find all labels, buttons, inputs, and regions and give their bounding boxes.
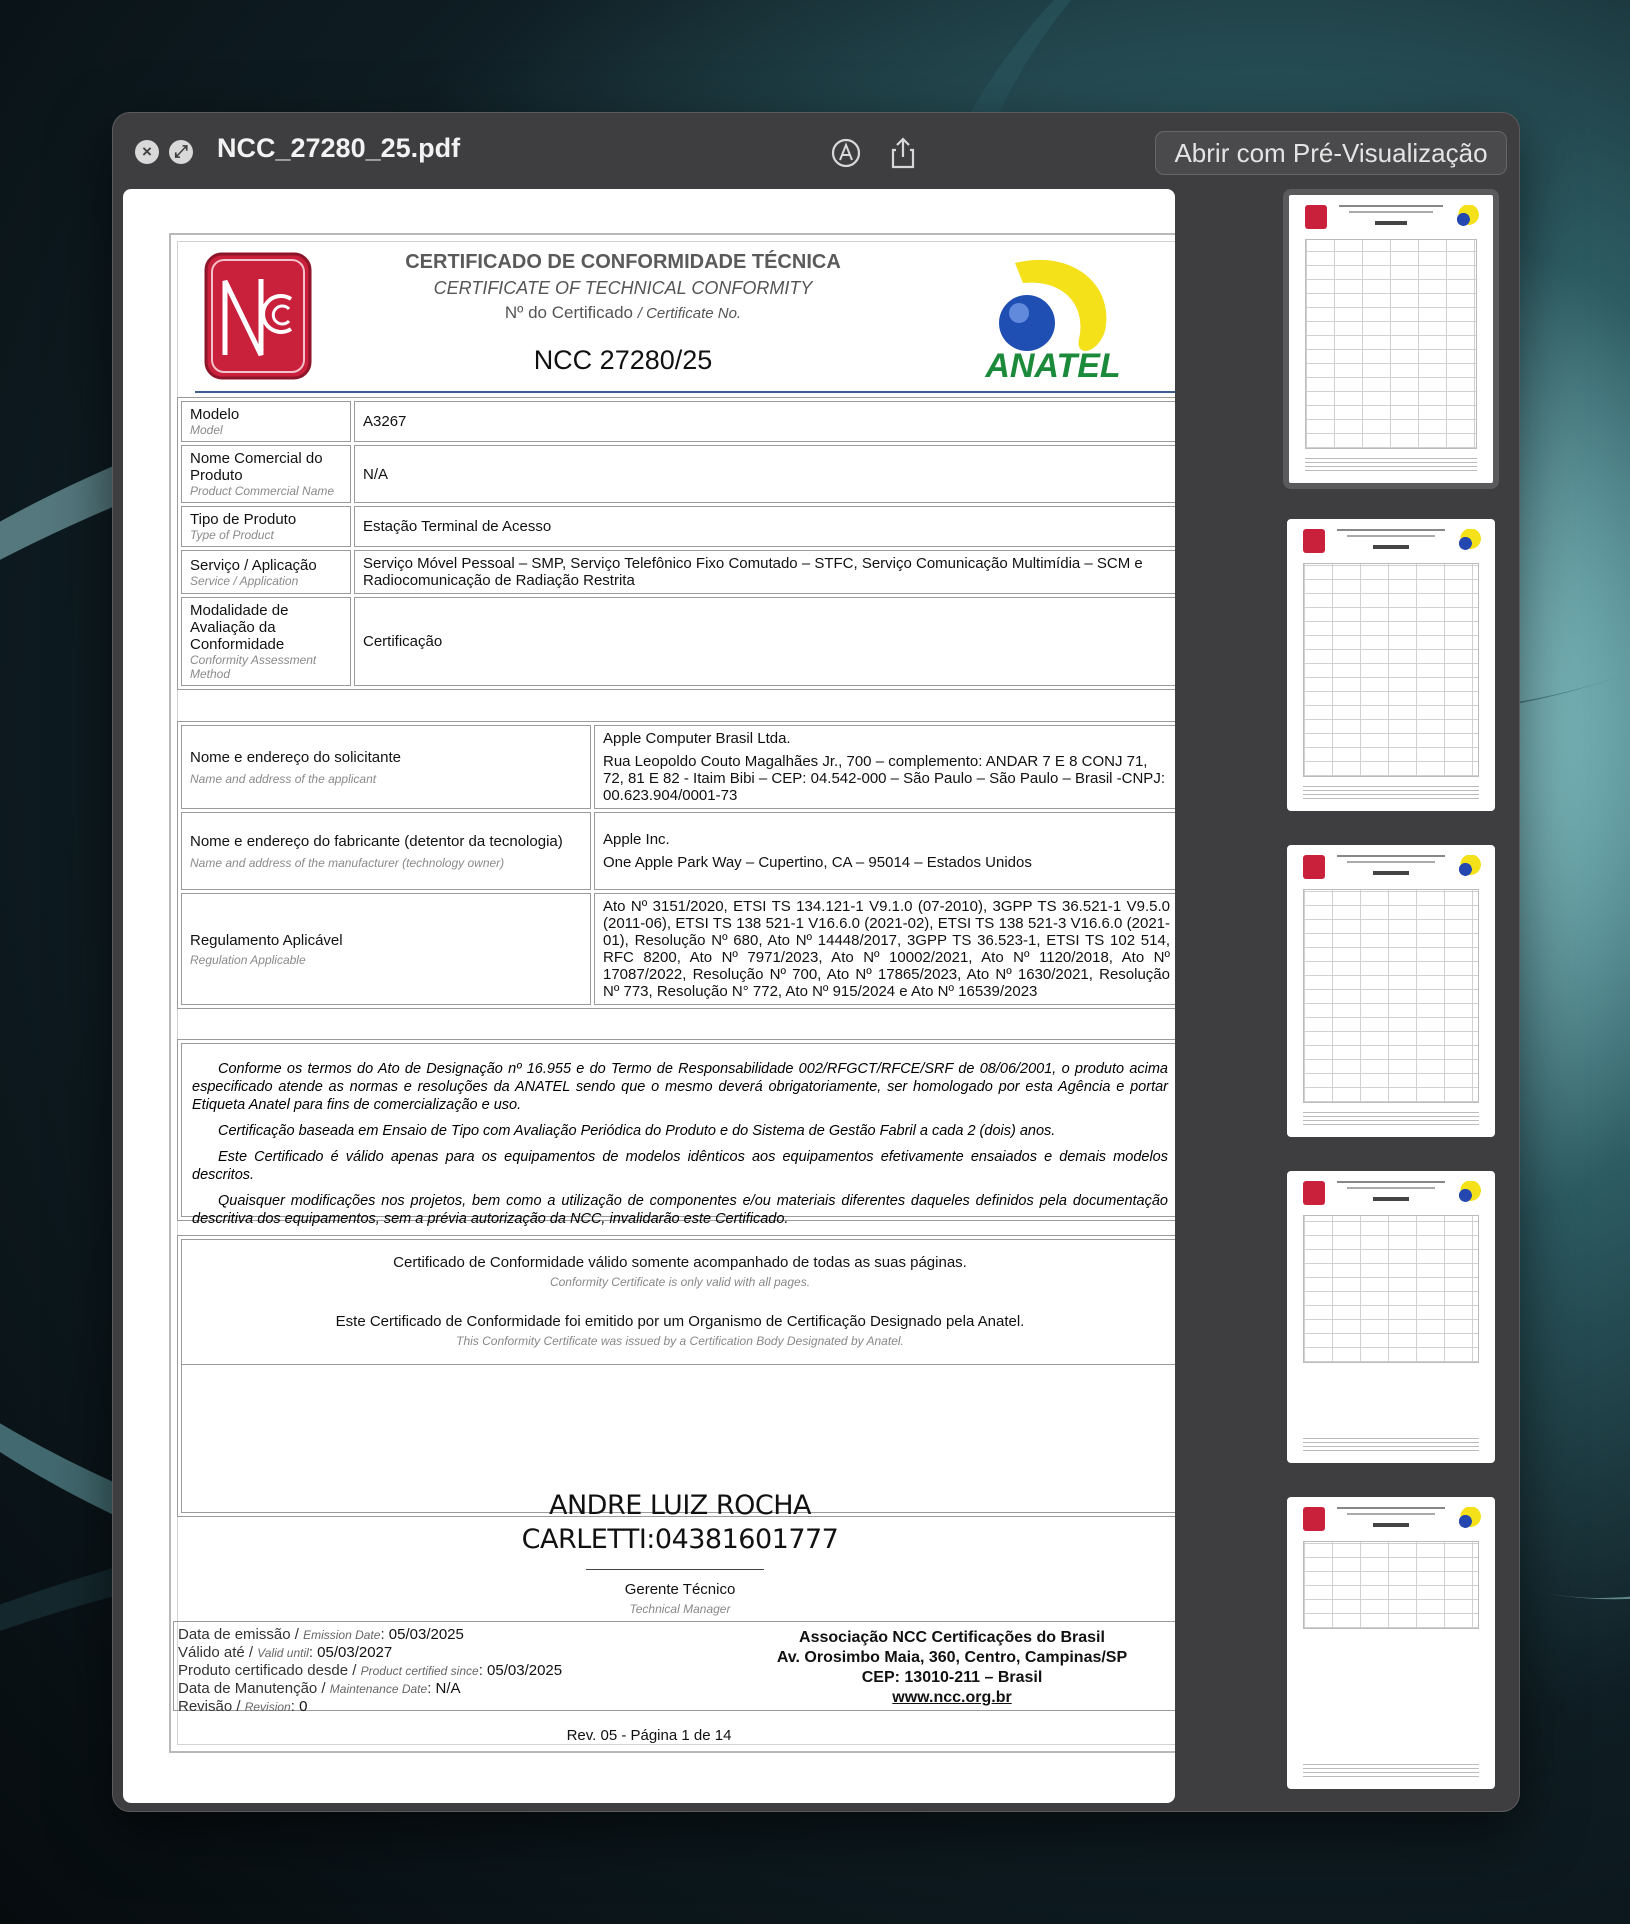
- pdf-page: [123, 189, 1175, 1803]
- page-thumbnail-4[interactable]: [1283, 1167, 1499, 1467]
- label-regulation: Regulamento Aplicável: [190, 931, 343, 949]
- markup-icon[interactable]: [828, 135, 864, 171]
- page-number: Rev. 05 - Página 1 de 14: [566, 1727, 732, 1744]
- thumbnail-sidebar: [1283, 189, 1499, 1809]
- since-label: Produto certificado desde /: [178, 1662, 357, 1679]
- cert-no-label-en: / Certificate No.: [637, 305, 742, 322]
- value-service: Serviço Móvel Pessoal – SMP, Serviço Telefônico Fixo Comutado – STFC, Serviço Comunicação Multimídia – SCM e Radiocomunicação de Radiação Restrita: [354, 550, 1175, 594]
- title-en: CERTIFICATE OF TECHNICAL CONFORMITY: [433, 278, 813, 298]
- applicant-name: Apple Computer Brasil Ltda.: [603, 730, 791, 747]
- org-name: Associação NCC Certificações do Brasil: [799, 1629, 1105, 1646]
- open-with-preview-button[interactable]: Abrir com Pré-Visualização: [1155, 131, 1507, 175]
- table-row: [181, 401, 1175, 442]
- signer-role: [177, 1581, 1175, 1616]
- table-row: [181, 550, 1175, 594]
- label-service: Serviço / Aplicação: [190, 556, 317, 574]
- emission-label-en: Emission Date: [303, 1628, 381, 1642]
- org-address: Av. Orosimbo Maia, 360, Centro, Campinas/SP: [776, 1649, 1128, 1666]
- page-thumbnail-5[interactable]: [1283, 1493, 1499, 1793]
- value-assessment: Certificação: [354, 597, 1175, 686]
- page-thumbnail-2[interactable]: [1283, 515, 1499, 815]
- terms-box: [177, 1039, 1175, 1227]
- emission-date: 05/03/2025: [388, 1626, 464, 1643]
- table-row: [181, 812, 1175, 890]
- validity-line1-en: Conformity Certificate is only valid with all pages.: [549, 1275, 811, 1289]
- signer-role-pt: Gerente Técnico: [624, 1581, 736, 1598]
- label-commercial-name-en: Product Commercial Name: [190, 484, 335, 498]
- certificate-number: NCC 27280/25: [533, 345, 713, 375]
- applicant-address: Rua Leopoldo Couto Magalhães Jr., 700 – complemento: ANDAR 7 E 8 CONJ 71, 72, 81 E 82 - Itaim Bibi – CEP: 04.542-000 – São Paulo – São Paulo – Brasil -CNPJ: 00.623.904/0001-73: [603, 753, 1165, 804]
- label-applicant: Nome e endereço do solicitante: [190, 748, 401, 766]
- valid-label: Válido até /: [178, 1644, 254, 1661]
- table-row: [181, 893, 1175, 1005]
- validity-signature-box: [177, 1235, 1175, 1517]
- label-regulation-en: Regulation Applicable: [190, 952, 306, 967]
- signature-block: [177, 1489, 1175, 1557]
- anatel-logo-text: ANATEL: [985, 347, 1121, 385]
- signer-name-line2: CARLETTI:04381601777: [521, 1524, 839, 1555]
- terms-paragraph: Conforme os termos do Ato de Designação nº 16.955 e do Termo de Responsabilidade 002/RFGCT/RFCE/SRF de 08/06/2001, o produto acima especificado atende as normas e resoluções da ANATEL sendo que o mesmo deverá obrigatoriamente, ser homologado por esta Agência e portar Etiqueta Anatel para fins de comercialização e uso.: [192, 1061, 1168, 1113]
- terms-paragraph: Este Certificado é válido apenas para os equipamentos de modelos idênticos aos equipamentos efetivamente ensaiados e demais modelos descritos.: [192, 1149, 1168, 1183]
- certificate-heading: [373, 251, 873, 376]
- manufacturer-address: One Apple Park Way – Cupertino, CA – 95014 – Estados Unidos: [603, 854, 1032, 871]
- ncc-logo: [203, 251, 313, 381]
- maint-date: N/A: [435, 1680, 461, 1697]
- emission-label: Data de emissão /: [178, 1626, 299, 1643]
- product-table: [177, 397, 1175, 690]
- label-manufacturer: Nome e endereço do fabricante (detentor da tecnologia): [190, 832, 563, 850]
- maint-label: Data de Manutenção /: [178, 1680, 326, 1697]
- org-url-link[interactable]: www.ncc.org.br: [892, 1689, 1012, 1706]
- title-pt: CERTIFICADO DE CONFORMIDADE TÉCNICA: [405, 251, 841, 273]
- value-product-type: Estação Terminal de Acesso: [354, 506, 1175, 547]
- cert-no-label-pt: Nº do Certificado: [504, 303, 633, 322]
- label-product-type-en: Type of Product: [190, 528, 274, 542]
- footer-dates: Data de emissão / Emission Date: 05/03/2025 Válido até / Valid until: 05/03/2027 Produto certificado desde / Product certified since: 05/03/2025 Data de Manutenção / Maintenance Date: N/A Revisão / Revision: 0: [178, 1626, 563, 1715]
- table-row: [181, 506, 1175, 547]
- label-manufacturer-en: Name and address of the manufacturer (technology owner): [190, 855, 505, 870]
- anatel-logo: [975, 253, 1125, 388]
- table-row: [181, 597, 1175, 686]
- label-applicant-en: Name and address of the applicant: [190, 771, 377, 786]
- label-commercial-name: Nome Comercial do Produto: [190, 450, 323, 484]
- validity-line1: Certificado de Conformidade válido somente acompanhado de todas as suas páginas.: [393, 1254, 967, 1271]
- quicklook-window: [112, 112, 1520, 1812]
- validity-line2: Este Certificado de Conformidade foi emitido por um Organismo de Certificação Designado pela Anatel.: [335, 1313, 1025, 1330]
- page-thumbnail-3[interactable]: [1283, 841, 1499, 1141]
- manufacturer-name: Apple Inc.: [603, 831, 670, 848]
- cert-no-label: [373, 303, 873, 323]
- validity-line2-en: This Conformity Certificate was issued by a Certification Body Designated by Anatel.: [456, 1334, 904, 1348]
- revision-value: 0: [299, 1698, 308, 1715]
- signer-name-line1: ANDRE LUIZ ROCHA: [549, 1490, 811, 1521]
- label-model-en: Model: [190, 423, 223, 437]
- page-thumbnail-1[interactable]: [1283, 189, 1499, 489]
- regulation-value: Ato Nº 3151/2020, ETSI TS 134.121-1 V9.1.0 (07-2010), 3GPP TS 36.521-1 V9.5.0 (2011-06), ETSI TS 138 521-1 V16.6.0 (2021-02), ETSI TS 138 521-3 V16.6.0 (2021-01), Resolução Nº 680, Ato Nº 14448/2017, 3GPP TS 36.523-1, ETSI TS 102 514, RFC 8200, Ato Nº 7971/2023, Ato Nº 10002/2021, Ato Nº 1120/2018, Ato Nº 17087/2022, Resolução Nº 700, Ato Nº 17865/2023, Ato Nº 1630/2021, Resolução Nº 773, Resolução N° 772, Ato Nº 915/2024 e Ato Nº 16539/2023: [594, 893, 1175, 1005]
- label-assessment-en: Conformity Assessment Method: [190, 653, 317, 681]
- footer-box: [173, 1621, 1175, 1715]
- value-model: A3267: [354, 401, 1175, 442]
- value-commercial-name: N/A: [354, 445, 1175, 503]
- label-service-en: Service / Application: [190, 573, 299, 588]
- since-label-en: Product certified since: [360, 1664, 479, 1678]
- terms-paragraph: Certificação baseada em Ensaio de Tipo com Avaliação Periódica do Produto e do Sistema de Gestão Fabril a cada 2 (dois) anos.: [218, 1123, 1056, 1139]
- label-model: Modelo: [190, 406, 240, 423]
- revision-label: Revisão /: [178, 1698, 241, 1715]
- revision-label-en: Revision: [244, 1700, 291, 1714]
- maint-label-en: Maintenance Date: [329, 1682, 428, 1696]
- terms-paragraph: Quaisquer modificações nos projetos, bem como a utilização de componentes e/ou materiais diferentes daqueles definidos pela documentação descritiva dos equipamentos, sem a prévia autorização da NCC, invalidarão este Certificado.: [192, 1193, 1168, 1227]
- signer-role-en: Technical Manager: [629, 1602, 731, 1616]
- org-cep: CEP: 13010-211 – Brasil: [861, 1669, 1043, 1686]
- valid-label-en: Valid until: [257, 1646, 309, 1660]
- label-product-type: Tipo de Produto: [190, 511, 297, 528]
- parties-table: [177, 721, 1175, 1009]
- titlebar: [113, 113, 1519, 189]
- organization-info: [742, 1628, 1162, 1708]
- valid-date: 05/03/2027: [317, 1644, 393, 1661]
- table-row: [181, 445, 1175, 503]
- table-row: [181, 725, 1175, 809]
- label-assessment: Modalidade de Avaliação da Conformidade: [190, 602, 289, 653]
- window-title: NCC_27280_25.pdf: [217, 133, 461, 163]
- close-icon[interactable]: ×: [135, 140, 159, 164]
- header-rule: [195, 391, 1175, 393]
- share-icon[interactable]: [885, 135, 921, 171]
- since-date: 05/03/2025: [487, 1662, 563, 1679]
- fullscreen-icon[interactable]: ⤢: [169, 140, 193, 164]
- signature-line: [586, 1569, 764, 1570]
